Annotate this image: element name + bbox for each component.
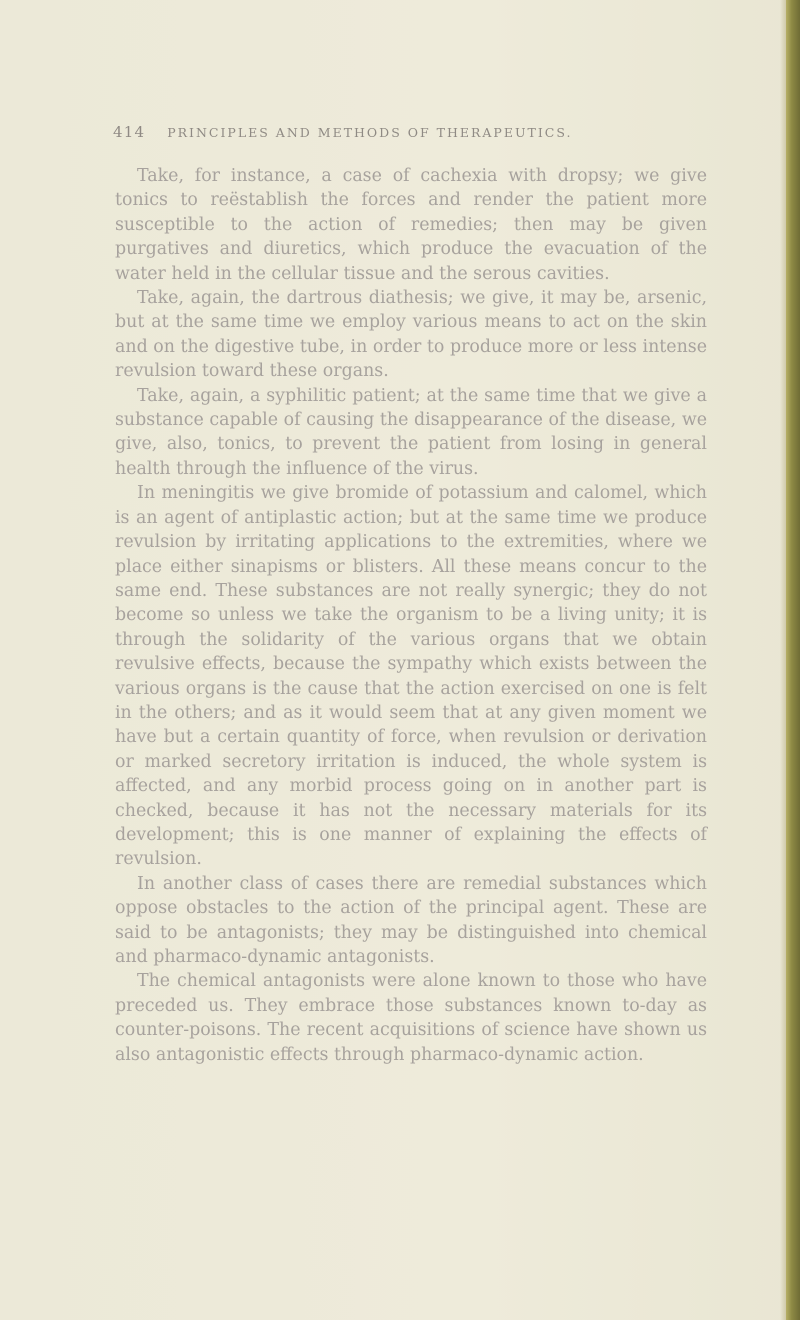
book-edge — [786, 0, 800, 1320]
paragraph: Take, for instance, a case of cachexia with dropsy; we give tonics to reëstablish the forces and render the patient more susceptible to the action of remedies; then may be given purgatives and diuretics, which produce the evacuation of the water held in the cellular tissue and the serous cavities. — [115, 166, 707, 284]
running-title: PRINCIPLES AND METHODS OF THERAPEUTICS. — [167, 124, 573, 140]
paragraph: Take, again, the dartrous diathesis; we give, it may be, arsenic, but at the same time we employ various means to act on the skin and on the digestive tube, in order to produce more or less intense revulsion toward these organs. — [115, 288, 707, 382]
paragraph: Take, again, a syphilitic patient; at the same time that we give a substance capable of causing the disappearance of the disease, we give, also, tonics, to prevent the patient from losing in general health through the influence of the virus. — [115, 385, 707, 479]
paragraph: In another class of cases there are remedial substances which oppose obstacles to the action of the principal agent. These are said to be antagonists; they may be distinguished into chemical and pharmaco-dynamic antagonists. — [115, 873, 707, 967]
running-header — [113, 120, 713, 144]
paragraph: In meningitis we give bromide of potassium and calomel, which is an agent of antiplastic action; but at the same time we produce revulsion by irritating applications to the extremities, where we place either sinapisms or blisters. All these means concur to the same end. These substances are not really synergic; they do not become so unless we take the organism to be a living unity; it is through the solidarity of the various organs that we obtain revulsive effects, because the sympathy which exists between the various organs is the cause that the action exercised on one is felt in the others; and as it would seem that at any given moment we have but a certain quantity of force, when revulsion or derivation or marked secretory irritation is induced, the whole system is affected, and any morbid process going on in another part is checked, because it has not the necessary materials for its development; this is one manner of explaining the effects of revulsion. — [115, 483, 707, 870]
paragraph: The chemical antagonists were alone known to those who have preceded us. They embrace those substances known to-day as counter-poisons. The recent acquisitions of science have shown us also antagonistic effects through pharmaco-dynamic action. — [115, 971, 707, 1065]
page-number: 414 — [113, 123, 146, 141]
body-text — [115, 164, 707, 1067]
